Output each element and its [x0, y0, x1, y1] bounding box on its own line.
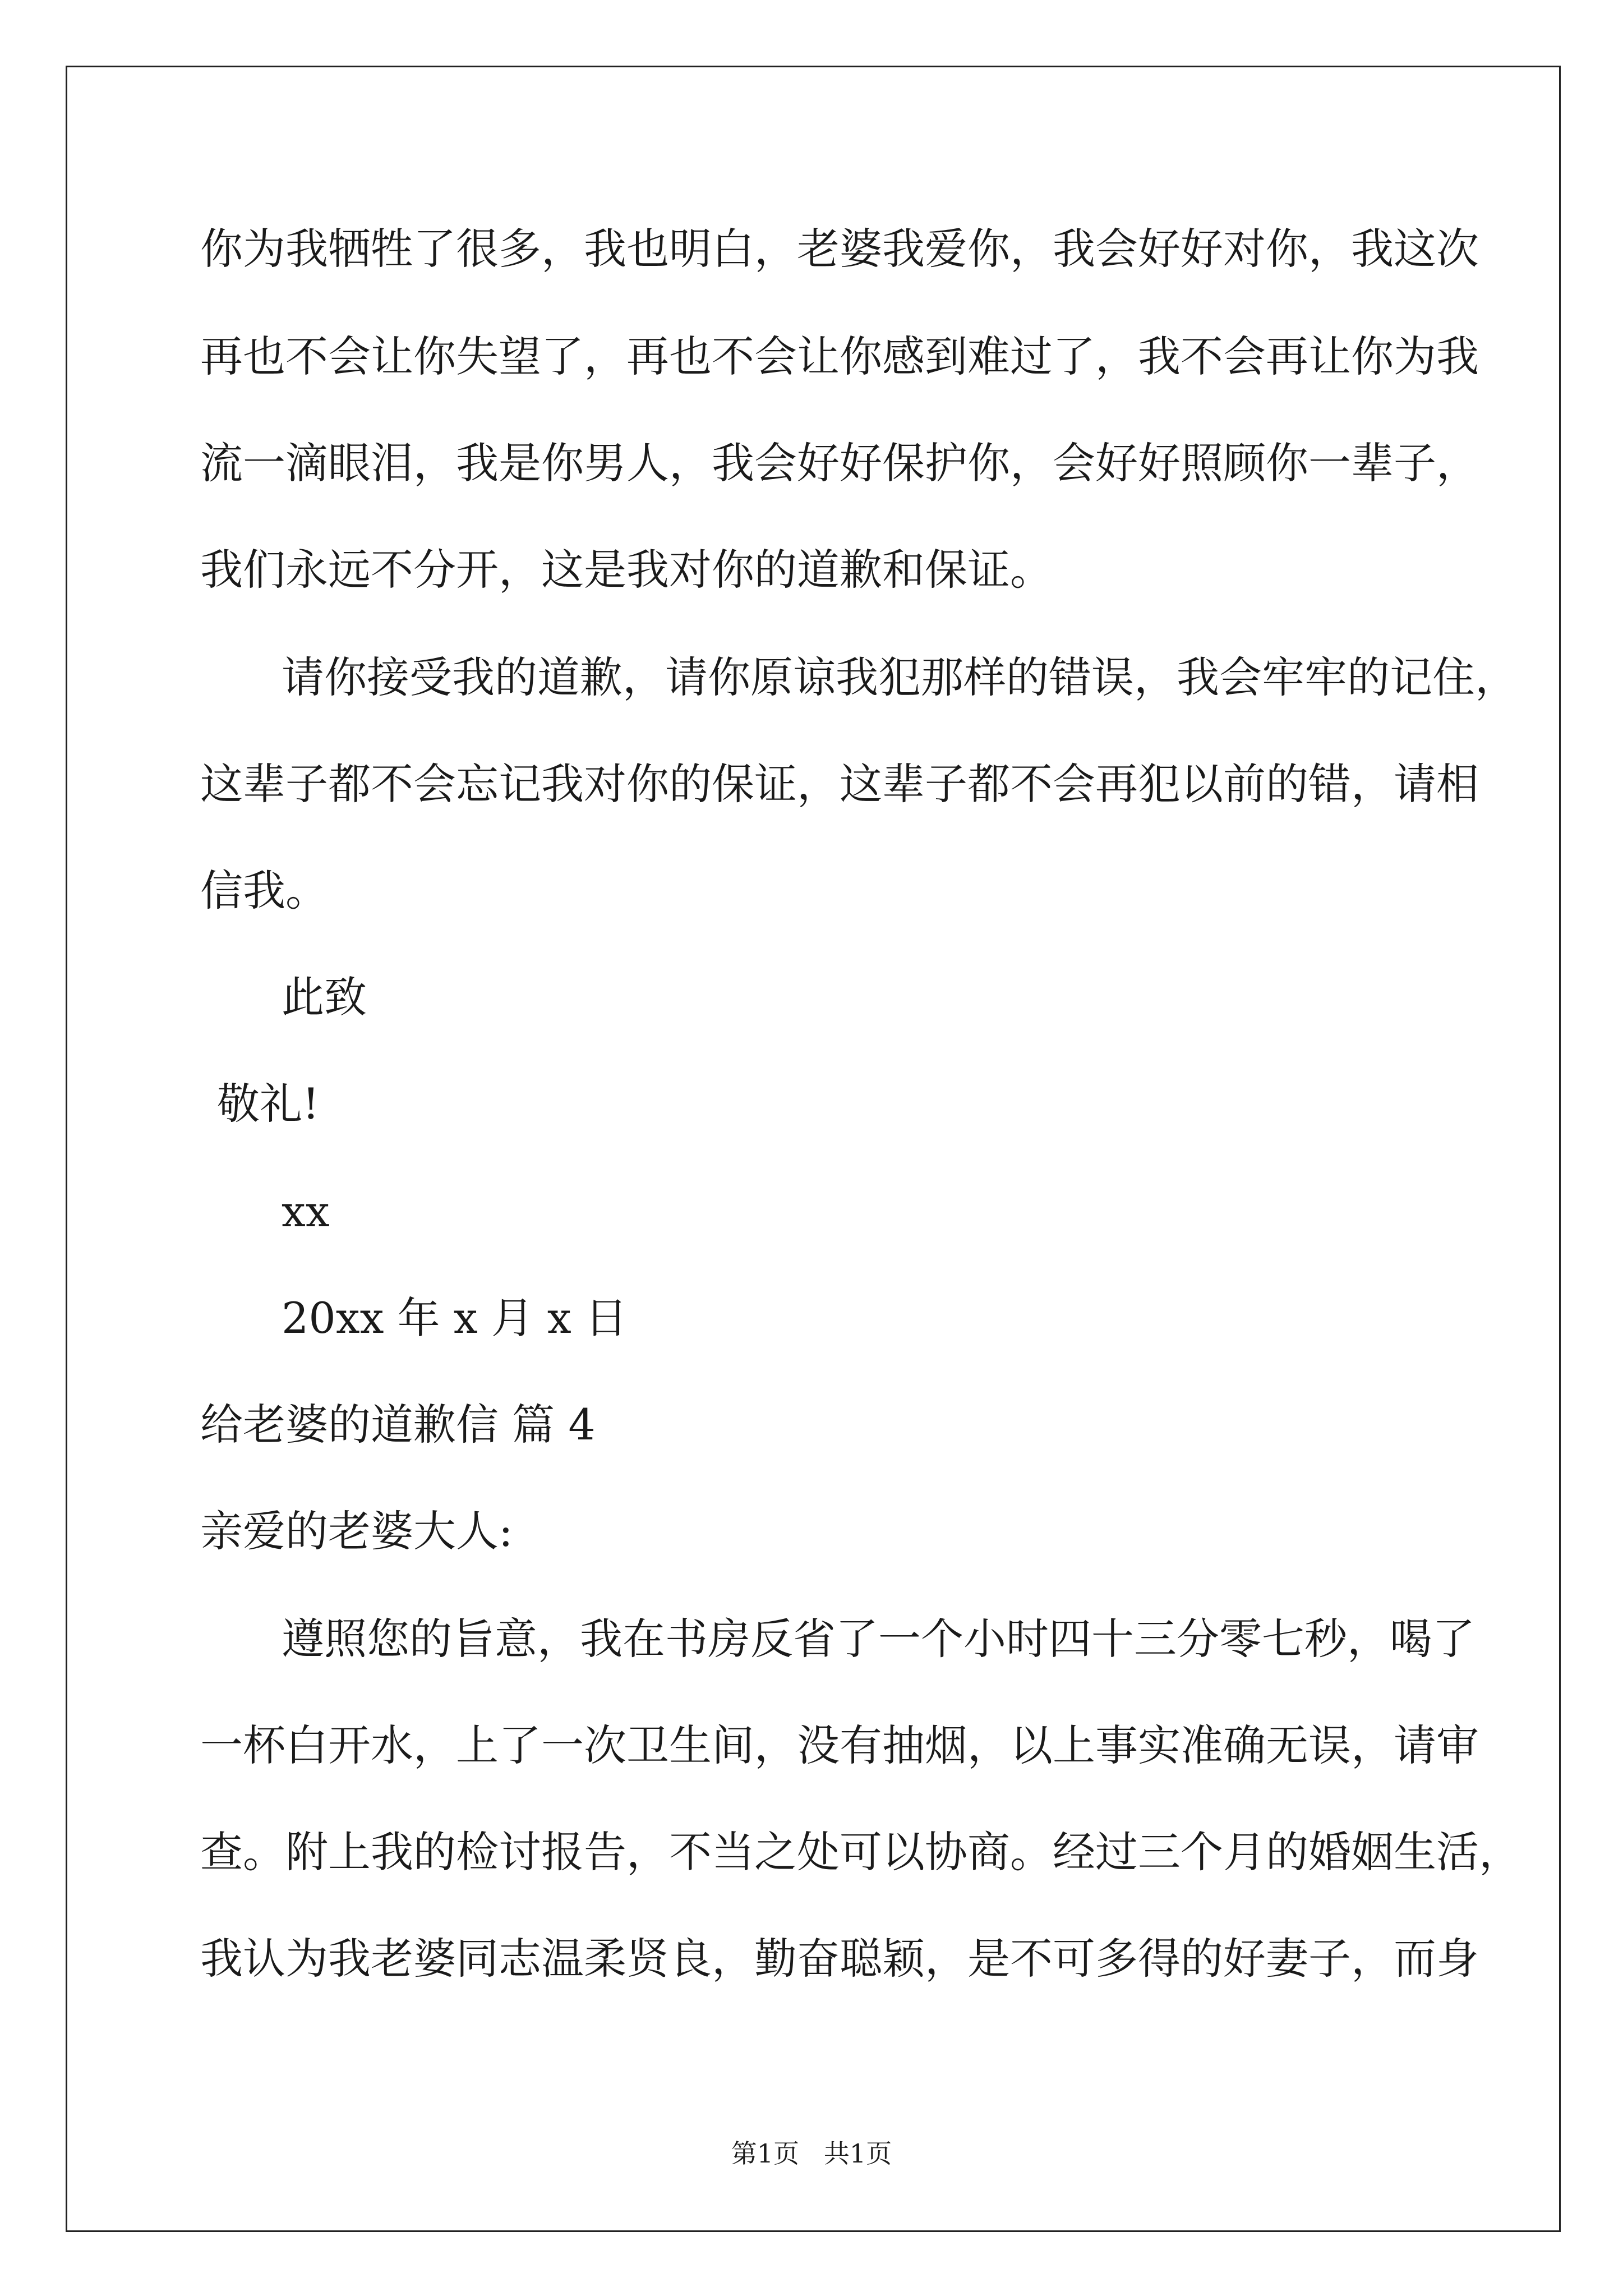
body-line: 一杯白开水，上了一次卫生间，没有抽烟，以上事实准确无误，请审	[200, 1720, 1479, 1770]
page-footer: 第1页 共1页	[731, 2138, 892, 2169]
salutation-closing: 此致	[282, 972, 367, 1022]
regards: 敬礼!	[217, 1079, 320, 1129]
body-line: 请你接受我的道歉，请你原谅我犯那样的错误，我会牢牢的记住，	[282, 652, 1518, 702]
section-heading: 给老婆的道歉信 篇 4	[200, 1400, 596, 1450]
date-line: 20xx 年 x 月 x 日	[282, 1293, 628, 1343]
body-line: 信我。	[200, 866, 328, 915]
greeting: 亲爱的老婆大人:	[200, 1506, 513, 1556]
signature: xx	[282, 1186, 330, 1236]
body-line: 我们永远不分开，这是我对你的道歉和保证。	[200, 545, 1053, 595]
body-line: 这辈子都不会忘记我对你的保证，这辈子都不会再犯以前的错，请相	[200, 759, 1479, 809]
body-line: 查。附上我的检讨报告，不当之处可以协商。经过三个月的婚姻生活，	[200, 1827, 1521, 1877]
body-line: 遵照您的旨意，我在书房反省了一个小时四十三分零七秒，喝了	[282, 1614, 1475, 1664]
body-line: 我认为我老婆同志温柔贤良，勤奋聪颖，是不可多得的好妻子，而身	[200, 1934, 1479, 1984]
body-line: 流一滴眼泪，我是你男人，我会好好保护你，会好好照顾你一辈子，	[200, 438, 1479, 488]
body-line: 你为我牺牲了很多，我也明白，老婆我爱你，我会好好对你，我这次	[200, 224, 1479, 274]
page-frame	[66, 66, 1561, 2232]
body-line: 再也不会让你失望了，再也不会让你感到难过了，我不会再让你为我	[200, 332, 1479, 381]
